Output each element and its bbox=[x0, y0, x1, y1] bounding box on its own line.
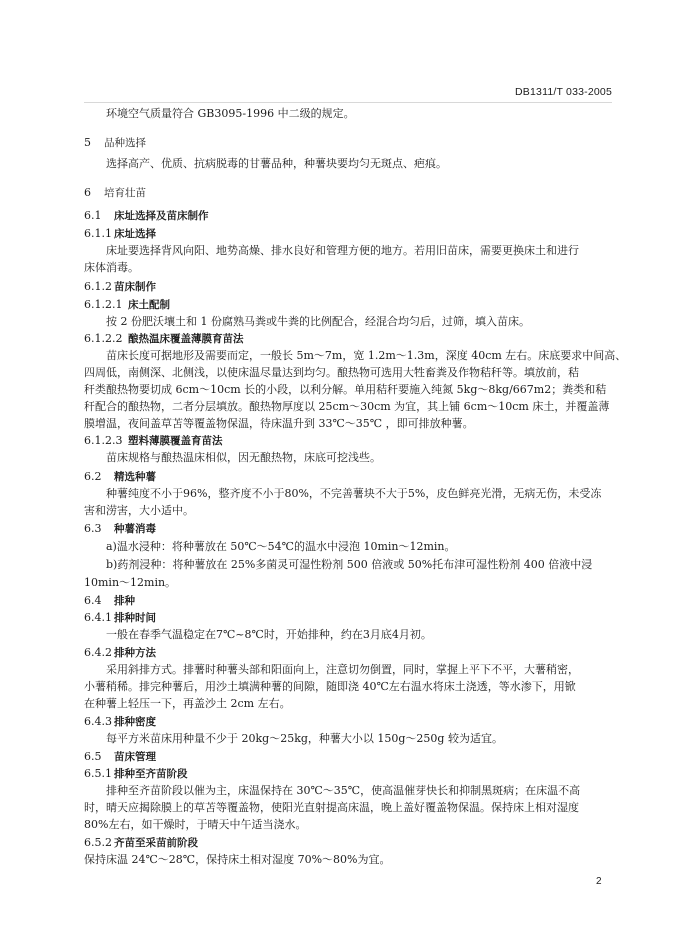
section-heading bbox=[84, 332, 612, 346]
section-number: 6.1.2.3 bbox=[84, 434, 123, 447]
paragraph-line: 环境空气质量符合 GB3095-1996 中二级的规定。 bbox=[106, 107, 355, 120]
paragraph-line: 小薯稍稀。排完种薯后，用沙土填满种薯的间隙，随即浇 40℃左右温水将床土浇透，等水渗下，用锨 bbox=[84, 680, 576, 693]
section-title: 床址选择 bbox=[114, 228, 156, 240]
section-title: 床址选择及苗床制作 bbox=[114, 210, 209, 222]
section-heading bbox=[84, 522, 612, 536]
section-number: 6 bbox=[84, 186, 91, 199]
section-title: 苗床制作 bbox=[114, 281, 156, 293]
paragraph-line: 害和涝害，大小适中。 bbox=[84, 504, 194, 517]
paragraph-line: 一般在春季气温稳定在7℃~8℃时，开始排种，约在3月底4月初。 bbox=[106, 628, 432, 641]
section-title: 排种密度 bbox=[114, 716, 156, 728]
paragraph-line: 床体消毒。 bbox=[84, 261, 139, 274]
paragraph-line: 时，晴天应揭除膜上的草苫等覆盖物，使阳光直射提高床温，晚上盖好覆盖物保温。保持床上相对湿度 bbox=[84, 801, 579, 814]
paragraph-line: b)药剂浸种：将种薯放在 25%多菌灵可湿性粉剂 500 倍液或 50%托布津可湿性粉剂 400 倍液中浸 bbox=[106, 558, 593, 571]
section-title: 种薯消毒 bbox=[114, 523, 156, 535]
section-number: 6.4.1 bbox=[84, 611, 112, 624]
section-title: 排种方法 bbox=[114, 647, 156, 659]
section-title: 排种 bbox=[114, 595, 135, 607]
paragraph-line: 排种至齐苗阶段以催为主，床温保持在 30℃～35℃，使高温催芽快长和抑制黑斑病；在床温不高 bbox=[106, 784, 581, 797]
section-heading bbox=[84, 767, 612, 781]
section-heading bbox=[84, 434, 612, 448]
section-heading bbox=[84, 470, 612, 484]
paragraph-line: 秆配合的酿热物，二者分层填放。酿热物厚度以 25cm～30cm 为宜，其上铺 6cm～10cm 床土，并覆盖薄 bbox=[84, 400, 610, 413]
paragraph-line: 床址要选择背风向阳、地势高燥、排水良好和管理方便的地方。若用旧苗床，需要更换床土和进行 bbox=[106, 244, 579, 257]
section-title: 排种时间 bbox=[114, 612, 156, 624]
paragraph-line: 保持床温 24℃～28℃，保持床土相对湿度 70%～80%为宜。 bbox=[84, 853, 391, 866]
section-heading bbox=[84, 298, 612, 312]
section-number: 6.3 bbox=[84, 522, 102, 535]
paragraph-line: 采用斜排方式。排薯时种薯头部和阳面向上，注意切勿倒置，同时，掌握上平下不平，大薯稍密， bbox=[106, 663, 579, 676]
section-number: 6.4.2 bbox=[84, 646, 112, 659]
section-title: 培育壮苗 bbox=[104, 187, 146, 199]
section-title: 排种至齐苗阶段 bbox=[114, 768, 188, 780]
paragraph-line: 膜增温，夜间盖草苫等覆盖物保温，待床温升到 33℃～35℃ ，即可排放种薯。 bbox=[84, 417, 474, 430]
paragraph-line: 在种薯上轻压一下，再盖沙土 2cm 左右。 bbox=[84, 697, 291, 710]
header-rule bbox=[84, 102, 612, 103]
section-heading bbox=[84, 750, 612, 764]
section-number: 6.1.2.2 bbox=[84, 332, 123, 345]
section-title: 塑料薄膜覆盖育苗法 bbox=[128, 435, 223, 447]
section-heading bbox=[84, 280, 612, 294]
section-number: 5 bbox=[84, 136, 91, 149]
section-title: 精选种薯 bbox=[114, 471, 156, 483]
page-number: 2 bbox=[596, 876, 602, 887]
section-number: 6.4.3 bbox=[84, 715, 112, 728]
paragraph-line: 按 2 份肥沃壤土和 1 份腐熟马粪或牛粪的比例配合，经混合均匀后，过筛，填入苗床。 bbox=[106, 315, 530, 328]
section-number: 6.5.2 bbox=[84, 836, 112, 849]
paragraph-line: 苗床规格与酿热温床相似，因无酿热物，床底可挖浅些。 bbox=[106, 451, 381, 464]
paragraph-line: 每平方米苗床用种量不少于 20kg～25kg，种薯大小以 150g～250g 较为适宜。 bbox=[106, 732, 503, 745]
section-title: 苗床管理 bbox=[114, 751, 156, 763]
section-title: 齐苗至采苗前阶段 bbox=[114, 837, 198, 849]
section-heading bbox=[84, 209, 612, 223]
section-title: 酿热温床覆盖薄膜育苗法 bbox=[128, 333, 244, 345]
section-title: 床土配制 bbox=[128, 299, 170, 311]
document-number: DB1311/T 033-2005 bbox=[515, 86, 612, 98]
section-number: 6.1 bbox=[84, 209, 102, 222]
section-heading bbox=[84, 227, 612, 241]
section-heading bbox=[84, 715, 612, 729]
section-number: 6.5 bbox=[84, 750, 102, 763]
section-number: 6.4 bbox=[84, 594, 102, 607]
section-heading bbox=[84, 186, 612, 200]
section-number: 6.5.1 bbox=[84, 767, 112, 780]
paragraph-line: 10min～12min。 bbox=[84, 576, 177, 589]
section-number: 6.1.1 bbox=[84, 227, 112, 240]
section-heading bbox=[84, 646, 612, 660]
paragraph-line: a)温水浸种：将种薯放在 50℃～54℃的温水中浸泡 10min～12min。 bbox=[106, 540, 456, 553]
section-heading bbox=[84, 611, 612, 625]
paragraph-line: 四周低，南侧深、北侧浅，以使床温尽量达到均匀。酿热物可选用大牲畜粪及作物秸秆等。填放前，秸 bbox=[84, 366, 579, 379]
section-number: 6.1.2.1 bbox=[84, 298, 123, 311]
section-heading bbox=[84, 136, 612, 150]
section-number: 6.1.2 bbox=[84, 280, 112, 293]
paragraph-line: 选择高产、优质、抗病脱毒的甘薯品种，种薯块要均匀无斑点、疤痕。 bbox=[106, 157, 447, 170]
paragraph-line: 80%左右，如干燥时，于晴天中午适当浇水。 bbox=[84, 818, 307, 831]
section-heading bbox=[84, 594, 612, 608]
paragraph-line: 种薯纯度不小于96%，整齐度不小于80%，不完善薯块不大于5%，皮色鲜亮光滑，无病无伤，未受冻 bbox=[106, 487, 602, 500]
section-heading bbox=[84, 836, 612, 850]
paragraph-line: 秆类酿热物要切成 6cm～10cm 长的小段，以利分解。单用秸秆要施入纯氮 5kg～8kg/667m2；粪类和秸 bbox=[84, 383, 607, 396]
section-title: 品种选择 bbox=[104, 137, 146, 149]
paragraph-line: 苗床长度可据地形及需要而定，一般长 5m～7m，宽 1.2m～1.3m，深度 40cm 左右。床底要求中间高、 bbox=[106, 349, 627, 362]
section-number: 6.2 bbox=[84, 470, 102, 483]
